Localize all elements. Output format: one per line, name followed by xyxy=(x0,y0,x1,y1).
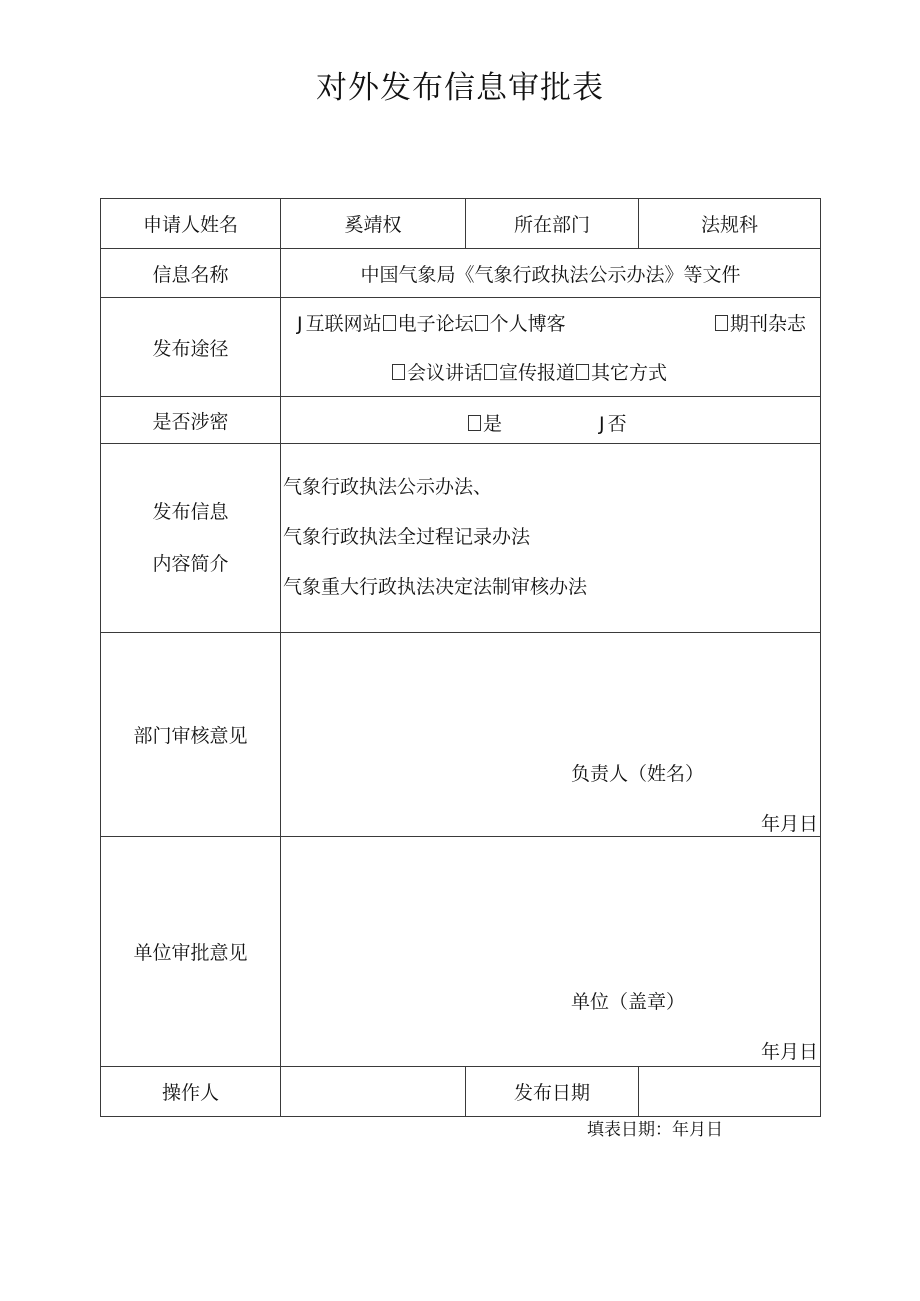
operator-label: 操作人 xyxy=(101,1067,281,1117)
applicant-name-value[interactable]: 奚靖权 xyxy=(281,199,466,249)
info-name-label: 信息名称 xyxy=(101,249,281,298)
route-option-meeting[interactable]: 会议讲话 xyxy=(391,362,483,384)
dept-review-cell[interactable] xyxy=(281,633,821,837)
secret-options-cell xyxy=(281,397,821,444)
content-line: 气象重大行政执法决定法制审核办法 xyxy=(283,576,588,598)
route-options-cell xyxy=(281,298,821,397)
applicant-name-label: 申请人姓名 xyxy=(101,199,281,249)
checkbox-icon xyxy=(576,364,589,380)
dept-review-date: 年月日 xyxy=(760,813,818,835)
content-line: 气象行政执法公示办法、 xyxy=(283,476,493,498)
content-summary-cell[interactable] xyxy=(281,444,821,633)
checkbox-icon xyxy=(475,315,488,331)
content-row xyxy=(101,444,821,633)
unit-approval-label: 单位审批意见 xyxy=(101,837,281,1067)
dept-review-label: 部门审核意见 xyxy=(101,633,281,837)
route-label: 发布途径 xyxy=(101,298,281,397)
route-option-other[interactable]: 其它方式 xyxy=(575,362,667,384)
secret-label: 是否涉密 xyxy=(101,397,281,444)
operator-value[interactable] xyxy=(281,1067,466,1117)
route-option-publicity[interactable]: 宣传报道 xyxy=(483,362,575,384)
fill-date: 填表日期：年月日 xyxy=(587,1120,723,1140)
check-mark-icon: J xyxy=(599,413,605,435)
secret-option-no[interactable]: J 否 xyxy=(599,413,627,435)
unit-approval-row xyxy=(101,837,821,1067)
route-option-forum[interactable]: 电子论坛 xyxy=(382,313,474,335)
route-option-journal[interactable]: 期刊杂志 xyxy=(714,309,806,336)
secret-option-yes[interactable]: 是 xyxy=(467,409,502,436)
checkbox-icon xyxy=(484,364,497,380)
content-label: 发布信息 内容简介 xyxy=(101,444,281,633)
publish-date-value[interactable] xyxy=(639,1067,821,1117)
route-option-internet[interactable]: J 互联网站 xyxy=(297,313,382,335)
approval-form-table xyxy=(100,198,821,1117)
checkbox-icon xyxy=(392,364,405,380)
department-label: 所在部门 xyxy=(466,199,639,249)
check-mark-icon: J xyxy=(297,313,303,335)
department-value[interactable]: 法规科 xyxy=(639,199,821,249)
checkbox-icon xyxy=(383,315,396,331)
applicant-row xyxy=(101,199,821,249)
route-option-blog[interactable]: 个人博客 xyxy=(474,313,566,335)
content-line: 气象行政执法全过程记录办法 xyxy=(283,526,531,548)
route-options-line-2 xyxy=(391,358,667,385)
info-name-row xyxy=(101,249,821,298)
checkbox-icon xyxy=(715,315,728,331)
page-title: 对外发布信息审批表 xyxy=(316,70,604,106)
route-row xyxy=(101,298,821,397)
unit-approval-signer: 单位（盖章） xyxy=(571,991,686,1013)
dept-review-signer: 负责人（姓名） xyxy=(571,763,705,785)
operator-row xyxy=(101,1067,821,1117)
unit-approval-cell[interactable] xyxy=(281,837,821,1067)
publish-date-label: 发布日期 xyxy=(466,1067,639,1117)
checkbox-icon xyxy=(468,415,481,431)
secret-row xyxy=(101,397,821,444)
unit-approval-date: 年月日 xyxy=(760,1041,818,1063)
info-name-value[interactable]: 中国气象局《气象行政执法公示办法》等文件 xyxy=(281,249,821,298)
route-options-line-1 xyxy=(297,309,566,336)
dept-review-row xyxy=(101,633,821,837)
